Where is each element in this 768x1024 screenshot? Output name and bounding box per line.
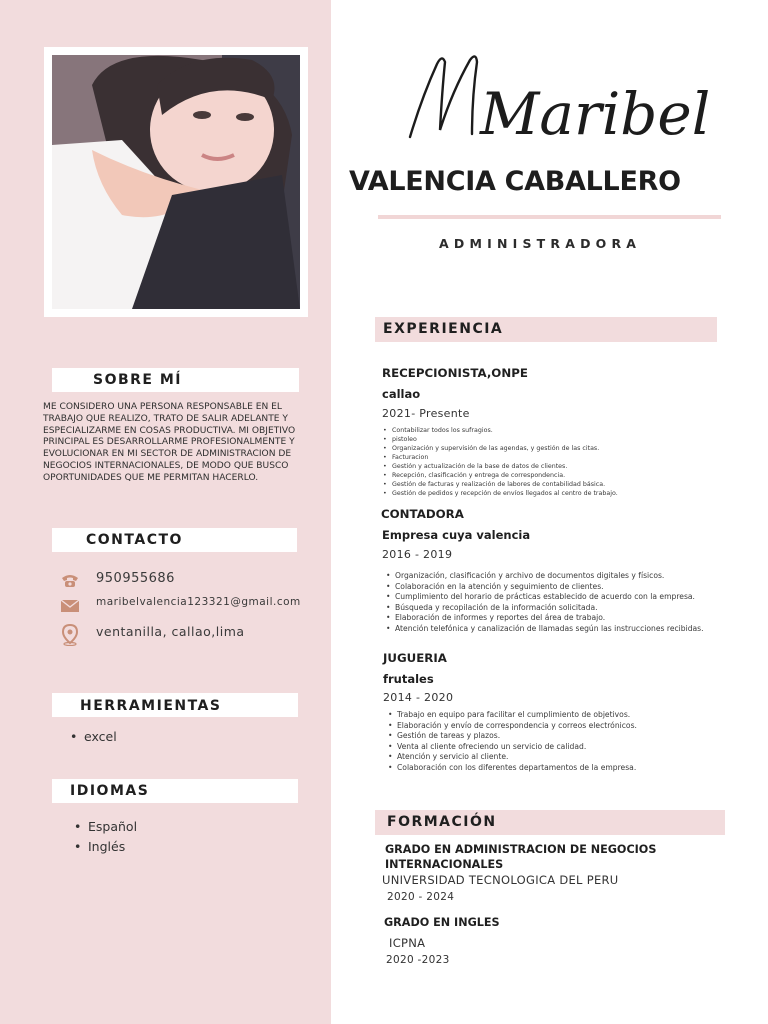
- duty-item: • Organización y supervisión de las agendas, y gestión de las citas.: [383, 444, 618, 453]
- job-duties: [386, 571, 704, 634]
- job-duties: [383, 426, 618, 498]
- language-item: • Español: [72, 817, 137, 837]
- duty-item: • Atención y servicio al cliente.: [388, 752, 637, 763]
- language-item: • Inglés: [72, 837, 137, 857]
- job-role: ADMINISTRADORA: [439, 236, 642, 251]
- education-dates: 2020 - 2024: [387, 891, 455, 903]
- location-pin-icon: [60, 624, 80, 644]
- duty-item: • Gestión de facturas y realización de labores de contabilidad básica.: [383, 480, 618, 489]
- school-name: ICPNA: [389, 936, 426, 950]
- sidebar: [0, 0, 331, 1024]
- experience-title: EXPERIENCIA: [383, 321, 504, 337]
- tools-list: [68, 727, 117, 747]
- school-name: UNIVERSIDAD TECNOLOGICA DEL PERU: [382, 873, 619, 887]
- duty-item: • Venta al cliente ofreciendo un servicio de calidad.: [388, 742, 637, 753]
- education-dates: 2020 -2023: [386, 954, 450, 966]
- first-name-text: Maribel: [480, 80, 711, 148]
- profile-photo-frame: [44, 47, 308, 317]
- duty-item: • Trabajo en equipo para facilitar el cumplimiento de objetivos.: [388, 710, 637, 721]
- location-text: ventanilla, callao,lima: [96, 624, 245, 639]
- job-duties: [388, 710, 637, 773]
- duty-item: • Gestión de pedidos y recepción de envíos llegados al centro de trabajo.: [383, 489, 618, 498]
- email-text: maribelvalencia123321@gmail.com: [96, 596, 301, 608]
- about-text: ME CONSIDERO UNA PERSONA RESPONSABLE EN EL TRABAJO QUE REALIZO, TRATO DE SALIR ADELANTE Y ESPECIALIZARME EN COSAS PRODUCTIVA. MI OBJETIVO PRINCIPAL ES DESARROLLARME PROFESIONALMENTE Y EVOLUCIONAR EN MI SECTOR DE ADMINISTRACION DE NEGOCIOS INTERNACIONALES, DE MODO QUE BUSCO OPORTUNIDADES QUE ME PERMITAN HACERLO.: [43, 402, 296, 483]
- degree-title: GRADO EN INGLES: [384, 916, 500, 929]
- job-dates: 2014 - 2020: [383, 691, 454, 704]
- duty-item: • Colaboración en la atención y seguimiento de clientes.: [386, 582, 704, 593]
- degree-title: GRADO EN ADMINISTRACION DE NEGOCIOS INTERNACIONALES: [385, 843, 657, 871]
- about-title: SOBRE MÍ: [93, 372, 183, 388]
- duty-item: • Gestión y actualización de la base de datos de clientes.: [383, 462, 618, 471]
- mail-icon: [60, 596, 80, 616]
- phone-text: 950955686: [96, 571, 175, 586]
- duty-item: • Colaboración con los diferentes departamentos de la empresa.: [388, 763, 637, 774]
- job-title: RECEPCIONISTA,ONPE: [382, 366, 528, 380]
- contact-title: CONTACTO: [86, 532, 183, 548]
- duty-item: • Cumplimiento del horario de prácticas establecido de acuerdo con la empresa.: [386, 592, 704, 603]
- job-company: callao: [382, 387, 421, 401]
- duty-item: • Elaboración de informes y reportes del área de trabajo.: [386, 613, 704, 624]
- duty-item: • Recepción, clasificación y entrega de correspondencia.: [383, 471, 618, 480]
- last-name: VALENCIA CABALLERO: [349, 166, 681, 197]
- duty-item: • Elaboración y envío de correspondencia y correos electrónicos.: [388, 721, 637, 732]
- duty-item: • Búsqueda y recopilación de la información solicitada.: [386, 603, 704, 614]
- tools-title: HERRAMIENTAS: [80, 698, 222, 714]
- duty-item: • Gestión de tareas y plazos.: [388, 731, 637, 742]
- profile-photo: [52, 55, 300, 309]
- job-title: JUGUERIA: [383, 651, 447, 665]
- first-name-script: [402, 42, 752, 152]
- duty-item: • Atención telefónica y canalización de llamadas según las instrucciones recibidas.: [386, 624, 704, 635]
- job-company: frutales: [383, 672, 434, 686]
- duty-item: • Contabilizar todos los sufragios.: [383, 426, 618, 435]
- job-dates: 2016 - 2019: [382, 548, 453, 561]
- duty-item: • Facturacion: [383, 453, 618, 462]
- education-title: FORMACIÓN: [387, 814, 497, 830]
- phone-icon: [60, 571, 80, 591]
- duty-item: • pistoleo: [383, 435, 618, 444]
- job-title: CONTADORA: [381, 507, 464, 521]
- languages-title: IDIOMAS: [70, 783, 150, 799]
- languages-list: [72, 817, 137, 857]
- duty-item: • Organización, clasificación y archivo de documentos digitales y físicos.: [386, 571, 704, 582]
- job-dates: 2021- Presente: [382, 407, 470, 420]
- job-company: Empresa cuya valencia: [382, 528, 531, 542]
- name-divider: [378, 215, 721, 219]
- tool-item: • excel: [68, 727, 117, 747]
